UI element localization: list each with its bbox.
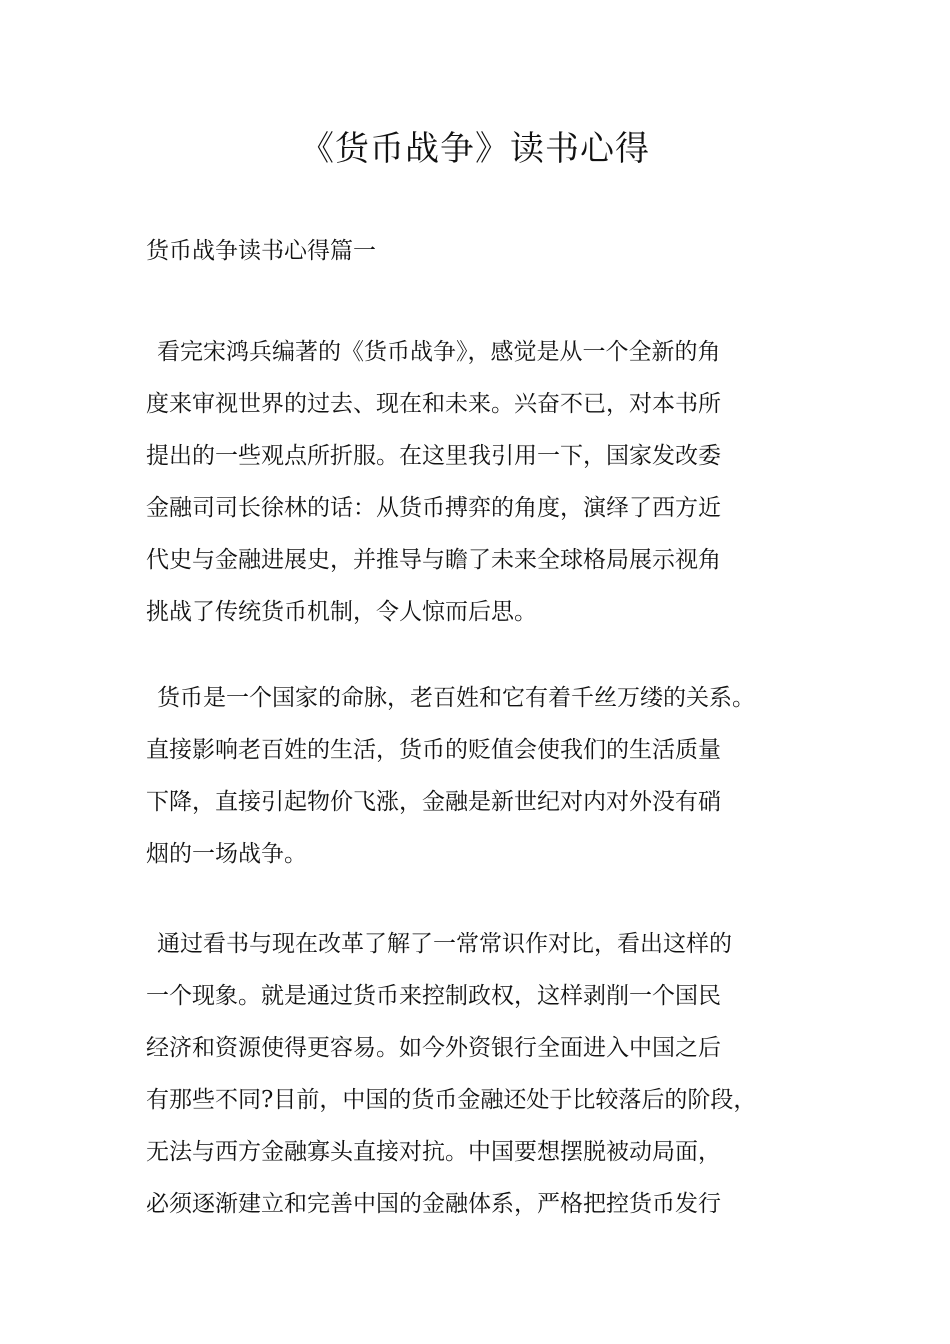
paragraph-line: 下降，直接引起物价飞涨，金融是新世纪对内对外没有硝 bbox=[146, 789, 721, 815]
paragraph-1 bbox=[146, 326, 846, 638]
document-title: 《货币战争》读书心得 bbox=[300, 129, 650, 169]
paragraph-line: 金融司司长徐林的话：从货币搏弈的角度，演绎了西方近 bbox=[146, 495, 721, 521]
paragraph-line: 烟的一场战争。 bbox=[146, 841, 307, 867]
paragraph-line: 经济和资源使得更容易。如今外资银行全面进入中国之后 bbox=[146, 1035, 721, 1061]
paragraph-line: 有那些不同?目前，中国的货币金融还处于比较落后的阶段， bbox=[146, 1087, 757, 1113]
paragraph-line: 货币是一个国家的命脉，老百姓和它有着千丝万缕的关系。 bbox=[157, 685, 755, 711]
paragraph-2 bbox=[146, 672, 846, 880]
paragraph-line: 代史与金融进展史，并推导与瞻了未来全球格局展示视角 bbox=[146, 547, 721, 573]
section-heading: 货币战争读书心得篇一 bbox=[146, 238, 376, 264]
paragraph-line: 必须逐渐建立和完善中国的金融体系，严格把控货币发行 bbox=[146, 1191, 721, 1217]
paragraph-line: 挑战了传统货币机制，令人惊而后思。 bbox=[146, 599, 537, 625]
paragraph-line: 直接影响老百姓的生活，货币的贬值会使我们的生活质量 bbox=[146, 737, 721, 763]
paragraph-line: 通过看书与现在改革了解了一常常识作对比，看出这样的 bbox=[157, 931, 732, 957]
paragraph-3 bbox=[146, 918, 846, 1230]
paragraph-line: 无法与西方金融寡头直接对抗。中国要想摆脱被动局面， bbox=[146, 1139, 721, 1165]
paragraph-line: 一个现象。就是通过货币来控制政权，这样剥削一个国民 bbox=[146, 983, 721, 1009]
paragraph-line: 提出的一些观点所折服。在这里我引用一下，国家发改委 bbox=[146, 443, 721, 469]
paragraph-line: 看完宋鸿兵编著的《货币战争》，感觉是从一个全新的角 bbox=[157, 339, 721, 365]
paragraph-line: 度来审视世界的过去、现在和未来。兴奋不已，对本书所 bbox=[146, 391, 721, 417]
